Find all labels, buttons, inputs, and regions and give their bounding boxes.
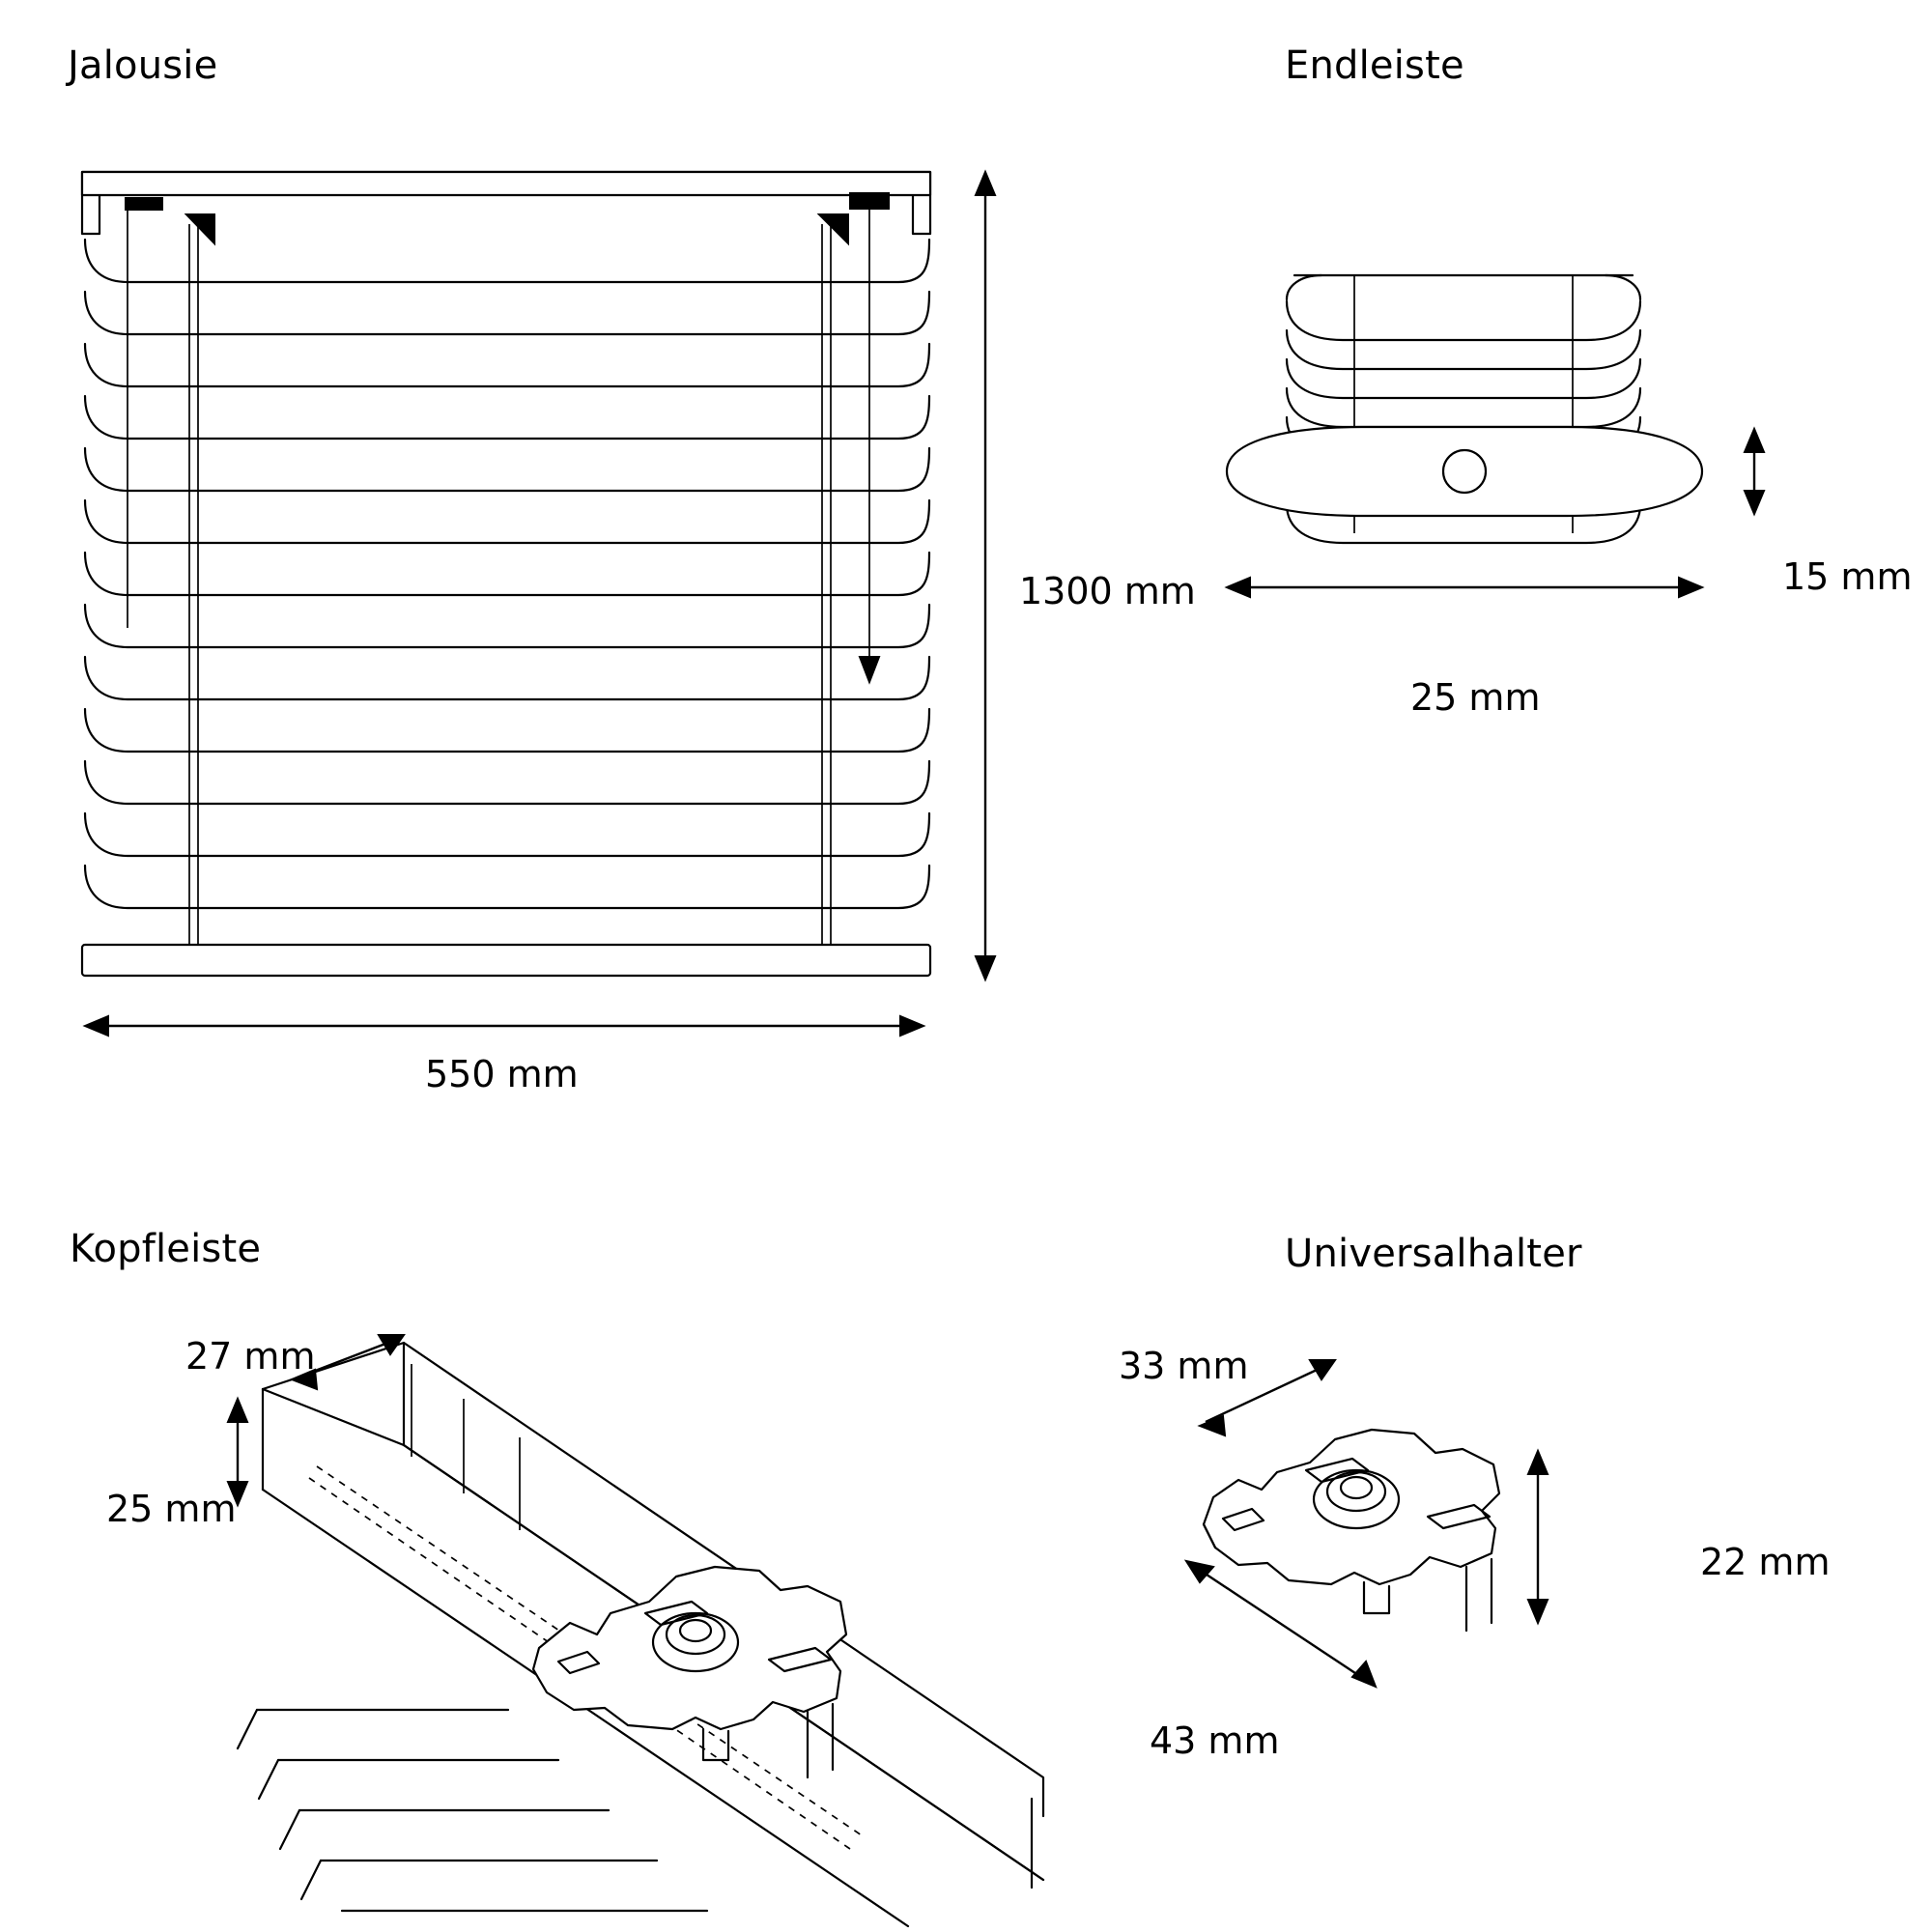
dimension-label-universalhalter-height: 22 mm — [1700, 1541, 1831, 1583]
dimension-label-jalousie-height: 1300 mm — [1019, 570, 1196, 612]
dimension-label-endleiste-thickness: 15 mm — [1782, 555, 1913, 598]
dimension-universalhalter-length — [1186, 1561, 1376, 1687]
jalousie-slats — [85, 240, 929, 908]
section-title-endleiste: Endleiste — [1285, 43, 1464, 88]
dimension-endleiste-depth — [1227, 578, 1702, 597]
dimension-universalhalter-height — [1528, 1451, 1548, 1623]
jalousie-cords — [128, 205, 879, 952]
dimension-label-universalhalter-width: 33 mm — [1119, 1345, 1249, 1387]
dimension-label-universalhalter-length: 43 mm — [1150, 1719, 1280, 1762]
jalousie-bottomrail — [82, 945, 930, 976]
dimension-label-jalousie-width: 550 mm — [425, 1053, 579, 1095]
kopfleiste-drawing — [174, 1323, 1188, 1932]
dimension-jalousie-height — [976, 172, 995, 980]
universalhalter-bracket — [1204, 1430, 1499, 1631]
kopfleiste-slats — [238, 1710, 707, 1911]
dimension-endleiste-thickness — [1745, 429, 1764, 514]
universalhalter-drawing — [1092, 1333, 1864, 1739]
section-title-universalhalter: Universalhalter — [1285, 1232, 1582, 1276]
endleiste-bottom-cap — [1227, 427, 1702, 516]
dimension-label-kopfleiste-height: 25 mm — [106, 1488, 237, 1530]
section-title-jalousie: Jalousie — [68, 43, 218, 88]
dimension-label-kopfleiste-depth: 27 mm — [185, 1335, 316, 1378]
dimension-jalousie-width — [85, 1016, 923, 1036]
jalousie-drawing — [0, 0, 1014, 1111]
dimension-label-endleiste-depth: 25 mm — [1410, 676, 1541, 719]
kopfleiste-bracket — [533, 1567, 846, 1777]
endleiste-drawing — [1208, 193, 1884, 734]
section-title-kopfleiste: Kopfleiste — [70, 1227, 262, 1271]
